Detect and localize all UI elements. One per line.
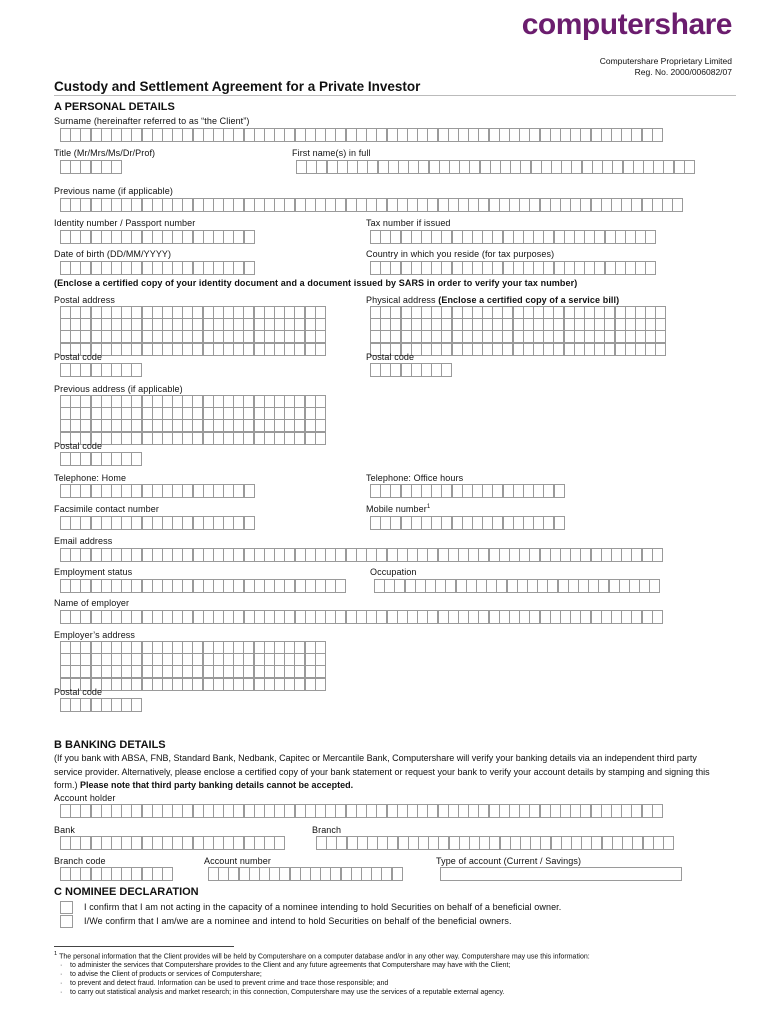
char-box[interactable] <box>652 548 663 562</box>
previous-name-input[interactable] <box>60 198 682 212</box>
fax-label: Facsimile contact number <box>54 504 159 514</box>
postal-address-grid[interactable] <box>60 306 325 355</box>
char-box[interactable] <box>441 363 452 377</box>
postal-address-label: Postal address <box>54 295 115 305</box>
char-box[interactable] <box>655 330 666 343</box>
account-type-input[interactable] <box>440 867 682 881</box>
char-box[interactable] <box>672 198 683 212</box>
footnote-item: · to administer the services that Computershare provides to the Client and any future agreements that Computershare may have with the Client; <box>70 961 694 970</box>
id-number-label: Identity number / Passport number <box>54 218 196 228</box>
employer-address-label: Employer’s address <box>54 630 136 640</box>
dob-label: Date of birth (DD/MM/YYYY) <box>54 249 172 259</box>
char-box[interactable] <box>335 579 346 593</box>
char-box[interactable] <box>244 484 255 498</box>
char-box[interactable] <box>131 363 142 377</box>
footnote-mark: 1 <box>54 951 58 957</box>
id-number-input[interactable] <box>60 230 254 244</box>
postal-code-1-input[interactable] <box>60 363 142 377</box>
char-box[interactable] <box>315 395 326 408</box>
not-nominee-checkbox[interactable] <box>60 901 73 914</box>
postal-code-2-label: Postal code <box>366 352 415 362</box>
branch-code-label: Branch code <box>54 856 106 866</box>
email-input[interactable] <box>60 548 662 562</box>
account-number-input[interactable] <box>208 867 402 881</box>
char-box[interactable] <box>554 516 565 530</box>
footnote-intro-text: The personal information that the Client provides will be held by Computershare on a computer database and/or in any other way. Computershare may use this information: <box>59 953 590 961</box>
banking-paragraph <box>54 752 714 793</box>
section-b-heading: B BANKING DETAILS <box>54 739 166 751</box>
mobile-text: Mobile number <box>366 504 427 514</box>
occupation-label: Occupation <box>370 567 417 577</box>
char-box[interactable] <box>111 160 122 174</box>
mobile-footnote-mark: 1 <box>426 504 431 510</box>
previous-address-label: Previous address (if applicable) <box>54 384 183 394</box>
employment-input[interactable] <box>60 579 346 593</box>
char-box[interactable] <box>131 698 142 712</box>
physical-address-text: Physical address <box>366 295 436 305</box>
title-label: Title (Mr/Mrs/Ms/Dr/Prof) <box>54 148 156 158</box>
section-c-heading: C NOMINEE DECLARATION <box>54 886 199 898</box>
occupation-input[interactable] <box>374 579 660 593</box>
branch-code-input[interactable] <box>60 867 172 881</box>
footnote-item: · to advise the Client of products or services of Computershare; <box>70 970 694 979</box>
computershare-logo: computershare <box>521 8 732 41</box>
char-box[interactable] <box>315 318 326 331</box>
dob-input[interactable] <box>60 261 254 275</box>
char-box[interactable] <box>162 867 173 881</box>
account-number-label: Account number <box>204 856 271 866</box>
char-box[interactable] <box>663 836 674 850</box>
char-box[interactable] <box>315 665 326 678</box>
previous-address-grid[interactable] <box>60 395 325 444</box>
branch-label: Branch <box>312 825 342 835</box>
nominee-checkbox[interactable] <box>60 915 73 928</box>
char-box[interactable] <box>392 867 403 881</box>
account-holder-label: Account holder <box>54 793 116 803</box>
previous-name-label: Previous name (if applicable) <box>54 186 173 196</box>
employment-label: Employment status <box>54 567 133 577</box>
char-box[interactable] <box>315 678 326 691</box>
banking-paragraph-warning: Please note that third party banking details cannot be accepted. <box>80 780 354 790</box>
physical-address-note: (Enclose a certified copy of a service bill) <box>438 295 620 305</box>
employer-address-grid[interactable] <box>60 641 325 690</box>
char-box[interactable] <box>315 407 326 420</box>
first-names-label: First name(s) in full <box>292 148 371 158</box>
char-box[interactable] <box>645 230 656 244</box>
char-box[interactable] <box>244 516 255 530</box>
char-box[interactable] <box>315 641 326 654</box>
company-info <box>600 56 732 78</box>
tax-number-input[interactable] <box>370 230 656 244</box>
section-a-heading: A PERSONAL DETAILS <box>54 101 175 113</box>
footnote-intro <box>54 950 694 961</box>
bank-input[interactable] <box>60 836 284 850</box>
employer-name-input[interactable] <box>60 610 662 624</box>
char-box[interactable] <box>652 128 663 142</box>
account-type-label: Type of account (Current / Savings) <box>436 856 582 866</box>
char-box[interactable] <box>554 484 565 498</box>
country-input[interactable] <box>370 261 656 275</box>
page-title: Custody and Settlement Agreement for a Private Investor <box>54 79 421 94</box>
bank-label: Bank <box>54 825 75 835</box>
tel-office-input[interactable] <box>370 484 564 498</box>
tel-home-label: Telephone: Home <box>54 473 127 483</box>
tel-office-label: Telephone: Office hours <box>366 473 464 483</box>
physical-address-grid[interactable] <box>370 306 665 355</box>
postal-code-2-input[interactable] <box>370 363 452 377</box>
footnote-item: · to prevent and detect fraud. Information can be used to prevent crime and trace those responsible; and <box>70 979 694 988</box>
title-input[interactable] <box>60 160 121 174</box>
char-box[interactable] <box>655 318 666 331</box>
footnote <box>54 950 694 997</box>
char-box[interactable] <box>655 306 666 319</box>
char-box[interactable] <box>652 804 663 818</box>
footnote-divider <box>54 946 234 947</box>
postal-code-1-label: Postal code <box>54 352 103 362</box>
char-box[interactable] <box>244 261 255 275</box>
char-box[interactable] <box>315 306 326 319</box>
tax-number-label: Tax number if issued <box>366 218 451 228</box>
char-box[interactable] <box>274 836 285 850</box>
postal-code-3-input[interactable] <box>60 452 142 466</box>
char-box[interactable] <box>315 330 326 343</box>
char-box[interactable] <box>645 261 656 275</box>
tel-home-input[interactable] <box>60 484 254 498</box>
email-label: Email address <box>54 536 113 546</box>
postal-code-4-input[interactable] <box>60 698 142 712</box>
char-box[interactable] <box>244 230 255 244</box>
first-names-input[interactable] <box>296 160 694 174</box>
footnote-item: · to carry out statistical analysis and market research; in this connection, Computershare may use the services of a reputable external agency. <box>70 988 694 997</box>
char-box[interactable] <box>655 343 666 356</box>
physical-address-label <box>366 295 619 305</box>
char-box[interactable] <box>649 579 660 593</box>
postal-code-3-label: Postal code <box>54 441 103 451</box>
char-box[interactable] <box>315 432 326 445</box>
company-name: Computershare Proprietary Limited <box>599 56 732 66</box>
branch-input[interactable] <box>316 836 673 850</box>
banking-paragraph-text: (If you bank with ABSA, FNB, Standard Bank, Nedbank, Capitec or Mercantile Bank, Computershare will verify your banking details via an independent third party service provider. Alternatively, please enclose a certified copy of your bank statement or request your bank to verify your account details by stamping and signing this form.) <box>54 753 710 790</box>
account-holder-input[interactable] <box>60 804 662 818</box>
footnote-list <box>54 961 694 997</box>
enclose-note: (Enclose a certified copy of your identity document and a document issued by SARS in order to verify your tax number) <box>54 278 578 288</box>
employer-name-label: Name of employer <box>54 598 130 608</box>
char-box[interactable] <box>315 653 326 666</box>
surname-input[interactable] <box>60 128 662 142</box>
mobile-input[interactable] <box>370 516 564 530</box>
char-box[interactable] <box>684 160 695 174</box>
postal-code-4-label: Postal code <box>54 687 103 697</box>
fax-input[interactable] <box>60 516 254 530</box>
mobile-label <box>366 504 430 514</box>
surname-label: Surname (hereinafter referred to as “the Client”) <box>54 116 250 126</box>
company-reg: Reg. No. 2000/006082/07 <box>634 67 732 77</box>
divider <box>54 95 736 96</box>
country-label: Country in which you reside (for tax purposes) <box>366 249 555 259</box>
char-box[interactable] <box>131 452 142 466</box>
char-box[interactable] <box>315 419 326 432</box>
char-box[interactable] <box>652 610 663 624</box>
nominee-label: I/We confirm that I am/we are a nominee and intend to hold Securities on behalf of the beneficial owners. <box>84 916 512 926</box>
char-box[interactable] <box>315 343 326 356</box>
not-nominee-label: I confirm that I am not acting in the capacity of a nominee intending to hold Securities on behalf of a beneficial owner. <box>84 902 562 912</box>
